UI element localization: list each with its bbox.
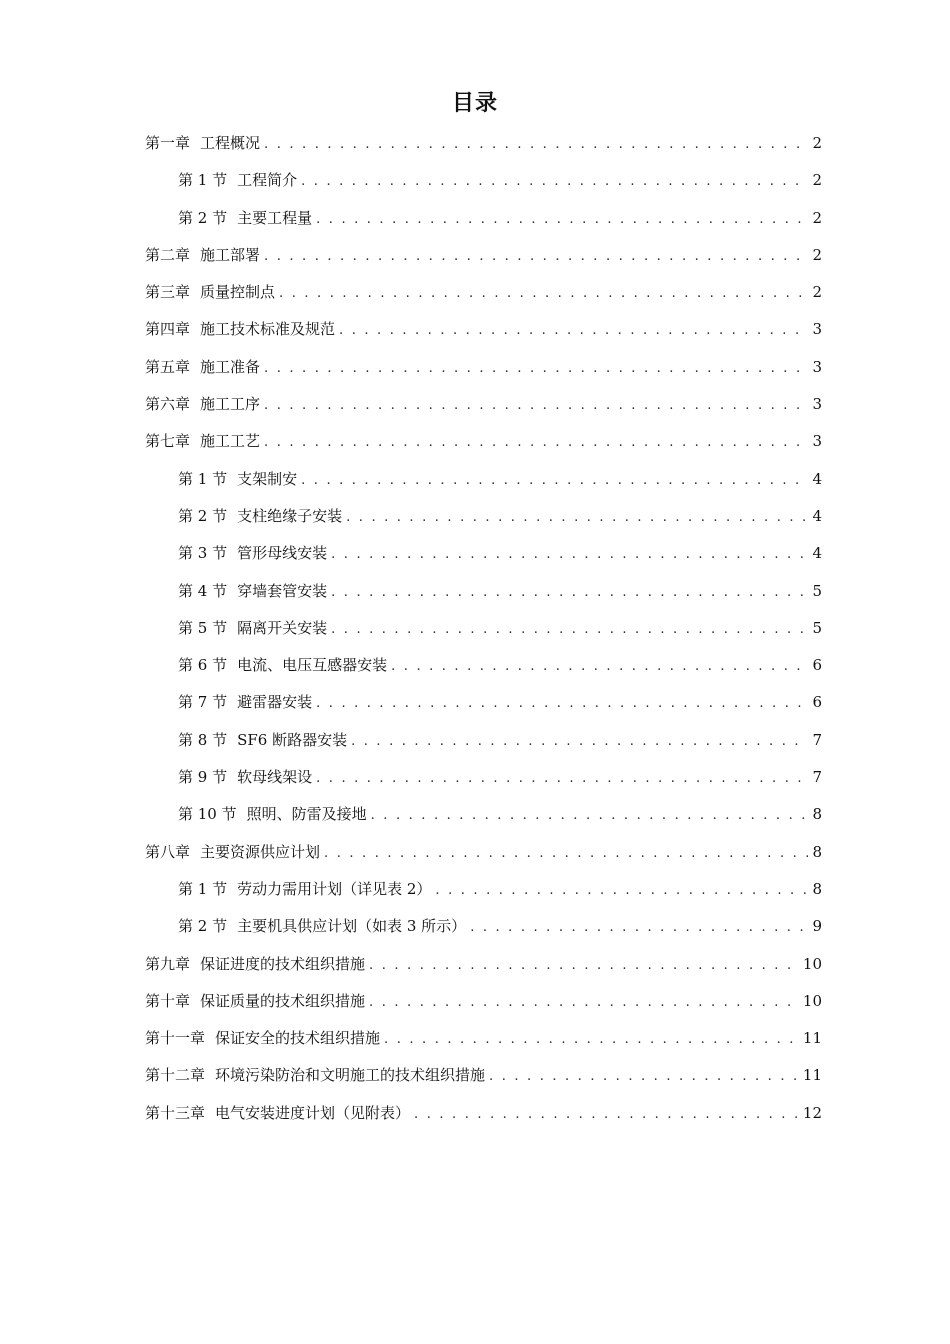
toc-entry-title: 劳动力需用计划（详见表 2） — [237, 879, 432, 898]
toc-entry-number: 第 5 节 — [178, 618, 228, 637]
toc-entry-title: 软母线架设 — [237, 768, 313, 787]
toc-entry-label — [145, 386, 260, 423]
toc-entry-number: 第 1 节 — [178, 879, 228, 898]
toc-page-number: 7 — [812, 730, 822, 749]
toc-entry-title: 工程概况 — [200, 134, 261, 152]
toc-entry-label — [145, 946, 365, 983]
toc-chapter-entry[interactable] — [145, 349, 822, 386]
toc-page-number: 2 — [812, 171, 822, 190]
toc-entry-number: 第八章 — [145, 842, 191, 861]
toc-page-number: 8 — [812, 805, 822, 824]
toc-chapter-entry[interactable] — [145, 237, 822, 274]
toc-entry-number: 第三章 — [145, 283, 191, 302]
toc-page-number: 2 — [812, 208, 822, 227]
toc-entry-label — [145, 311, 335, 348]
dot-leader — [371, 797, 809, 834]
toc-page-number: 2 — [812, 245, 822, 264]
toc-section-entry[interactable] — [145, 871, 822, 908]
dot-leader — [331, 611, 808, 648]
toc-entry-label — [145, 237, 260, 274]
toc-entry-label — [145, 834, 320, 871]
toc-entry-label — [178, 200, 312, 237]
toc-entry-title: 主要资源供应计划 — [200, 842, 321, 861]
dot-leader — [351, 723, 808, 760]
toc-entry-number: 第 7 节 — [178, 693, 228, 712]
dot-leader — [331, 536, 808, 573]
toc-chapter-entry[interactable] — [145, 834, 822, 871]
dot-leader — [316, 201, 808, 238]
toc-entry-title: 穿墙套管安装 — [237, 581, 328, 600]
toc-entry-label — [178, 684, 312, 721]
toc-chapter-entry[interactable] — [145, 386, 822, 423]
toc-section-entry[interactable] — [145, 908, 822, 945]
toc-entry-title: 工程简介 — [237, 171, 298, 190]
toc-entry-label — [145, 983, 365, 1020]
toc-entry-title: 施工准备 — [200, 357, 261, 376]
toc-entry-number: 第五章 — [145, 357, 191, 376]
dot-leader — [369, 984, 799, 1021]
toc-entry-number: 第 6 节 — [178, 656, 228, 675]
toc-chapter-entry[interactable] — [145, 311, 822, 348]
toc-entry-number: 第 2 节 — [178, 506, 228, 525]
dot-leader — [316, 760, 808, 797]
toc-entry-number: 第六章 — [145, 395, 191, 414]
dot-leader — [339, 312, 808, 349]
toc-section-entry[interactable] — [145, 722, 822, 759]
toc-section-entry[interactable] — [145, 498, 822, 535]
toc-entry-label — [178, 722, 347, 759]
toc-page-number: 8 — [812, 842, 822, 861]
dot-leader — [489, 1058, 799, 1095]
toc-entry-number: 第十章 — [145, 991, 191, 1010]
toc-section-entry[interactable] — [145, 535, 822, 572]
toc-page-number: 2 — [812, 283, 822, 302]
dot-leader — [301, 462, 808, 499]
toc-page-number: 2 — [812, 134, 822, 152]
toc-page-number: 5 — [812, 618, 822, 637]
toc-entry-label — [178, 498, 342, 535]
dot-leader — [324, 835, 808, 872]
toc-entry-label — [178, 796, 367, 833]
toc-entry-title: 施工部署 — [200, 245, 261, 264]
toc-entry-number: 第 1 节 — [178, 171, 228, 190]
toc-entry-label — [178, 610, 327, 647]
toc-section-entry[interactable] — [145, 200, 822, 237]
toc-entry-title: 电气安装进度计划（见附表） — [215, 1103, 411, 1122]
toc-page-number: 8 — [812, 879, 822, 898]
dot-leader — [301, 163, 808, 200]
toc-section-entry[interactable] — [145, 684, 822, 721]
toc-entry-number: 第 9 节 — [178, 768, 228, 787]
toc-entry-title: 保证质量的技术组织措施 — [200, 991, 366, 1010]
toc-entry-label — [145, 125, 260, 162]
toc-entry-title: 电流、电压互感器安装 — [237, 656, 388, 675]
toc-entry-label — [178, 647, 387, 684]
toc-section-entry[interactable] — [145, 647, 822, 684]
toc-entry-number: 第四章 — [145, 320, 191, 339]
dot-leader — [470, 909, 808, 946]
toc-entry-number: 第二章 — [145, 245, 191, 264]
toc-chapter-entry[interactable] — [145, 423, 822, 460]
toc-entry-title: 主要工程量 — [237, 208, 313, 227]
toc-chapter-entry[interactable] — [145, 1057, 822, 1094]
toc-entry-title: 隔离开关安装 — [237, 618, 328, 637]
toc-entry-title: 支架制安 — [237, 469, 298, 488]
toc-section-entry[interactable] — [145, 573, 822, 610]
toc-entry-label — [178, 461, 297, 498]
toc-entry-title: 质量控制点 — [200, 283, 276, 302]
toc-entry-title: 环境污染防治和文明施工的技术组织措施 — [215, 1066, 486, 1085]
toc-entry-label — [145, 1020, 380, 1057]
toc-chapter-entry[interactable] — [145, 125, 822, 162]
dot-leader — [264, 424, 808, 461]
toc-entry-title: 照明、防雷及接地 — [246, 805, 367, 824]
toc-entry-label — [178, 908, 466, 945]
toc-entry-title: SF6 断路器安装 — [237, 730, 348, 749]
toc-chapter-entry[interactable] — [145, 983, 822, 1020]
toc-entry-label — [178, 162, 297, 199]
dot-leader — [384, 1021, 799, 1058]
dot-leader — [414, 1096, 799, 1133]
toc-page-number: 7 — [812, 768, 822, 787]
toc-section-entry[interactable] — [145, 610, 822, 647]
toc-entry-title: 保证安全的技术组织措施 — [215, 1029, 381, 1048]
toc-entry-label — [145, 1095, 410, 1132]
toc-page-number: 6 — [812, 693, 822, 712]
toc-chapter-entry[interactable] — [145, 274, 822, 311]
toc-entry-label — [178, 573, 327, 610]
toc-entry-number: 第 10 节 — [178, 805, 237, 824]
toc-entry-title: 主要机具供应计划（如表 3 所示） — [237, 917, 467, 936]
toc-entry-number: 第 4 节 — [178, 581, 228, 600]
toc-entry-label — [145, 1057, 485, 1094]
toc-page-number: 10 — [802, 954, 822, 973]
toc-entry-title: 支柱绝缘子安装 — [237, 506, 343, 525]
toc-entry-number: 第 3 节 — [178, 544, 228, 563]
dot-leader — [391, 648, 808, 685]
toc-page-number: 3 — [812, 432, 822, 451]
toc-page-number: 4 — [812, 506, 822, 525]
toc-page-number: 11 — [802, 1066, 822, 1085]
toc-entry-title: 施工工艺 — [200, 432, 261, 451]
toc-page-number: 12 — [802, 1103, 822, 1122]
toc-section-entry[interactable] — [145, 796, 822, 833]
toc-page-number: 6 — [812, 656, 822, 675]
dot-leader — [435, 872, 808, 909]
dot-leader — [331, 574, 808, 611]
toc-entry-label — [178, 759, 312, 796]
toc-section-entry[interactable] — [145, 461, 822, 498]
toc-entry-number: 第一章 — [145, 134, 191, 152]
toc-section-entry[interactable] — [145, 759, 822, 796]
toc-entry-number: 第 2 节 — [178, 917, 228, 936]
toc-entry-title: 避雷器安装 — [237, 693, 313, 712]
toc-entry-title: 保证进度的技术组织措施 — [200, 954, 366, 973]
toc-entry-number: 第七章 — [145, 432, 191, 451]
dot-leader — [264, 350, 808, 387]
toc-entry-number: 第十三章 — [145, 1103, 206, 1122]
toc-entry-number: 第 1 节 — [178, 469, 228, 488]
toc-page-number: 11 — [802, 1029, 822, 1048]
dot-leader — [264, 238, 808, 275]
toc-entry-label — [145, 274, 275, 311]
dot-leader — [316, 685, 808, 722]
toc-page-number: 3 — [812, 320, 822, 339]
toc-chapter-entry[interactable] — [145, 1020, 822, 1057]
toc-entry-number: 第 8 节 — [178, 730, 228, 749]
toc-entry-number: 第九章 — [145, 954, 191, 973]
toc-page-number: 4 — [812, 469, 822, 488]
toc-page-number: 9 — [812, 917, 822, 936]
toc-page-number: 10 — [802, 991, 822, 1010]
toc-entry-number: 第十一章 — [145, 1029, 206, 1048]
toc-page-number: 4 — [812, 544, 822, 563]
toc-entry-label — [178, 871, 431, 908]
toc-page-number: 5 — [812, 581, 822, 600]
toc-page-number: 3 — [812, 395, 822, 414]
toc-chapter-entry[interactable] — [145, 1095, 822, 1132]
toc-entry-number: 第十二章 — [145, 1066, 206, 1085]
page-title: 目录 — [451, 91, 498, 116]
toc-section-entry[interactable] — [145, 162, 822, 199]
dot-leader — [264, 387, 808, 424]
toc-entry-title: 施工技术标准及规范 — [200, 320, 336, 339]
dot-leader — [279, 275, 808, 312]
toc-entry-label — [145, 423, 260, 460]
table-of-contents — [145, 125, 822, 1132]
toc-entry-title: 管形母线安装 — [237, 544, 328, 563]
dot-leader — [346, 499, 808, 536]
dot-leader — [264, 126, 808, 163]
toc-entry-label — [145, 349, 260, 386]
dot-leader — [369, 947, 799, 984]
toc-entry-label — [178, 535, 327, 572]
toc-entry-title: 施工工序 — [200, 395, 261, 414]
toc-page-number: 3 — [812, 357, 822, 376]
toc-chapter-entry[interactable] — [145, 946, 822, 983]
toc-entry-number: 第 2 节 — [178, 208, 228, 227]
